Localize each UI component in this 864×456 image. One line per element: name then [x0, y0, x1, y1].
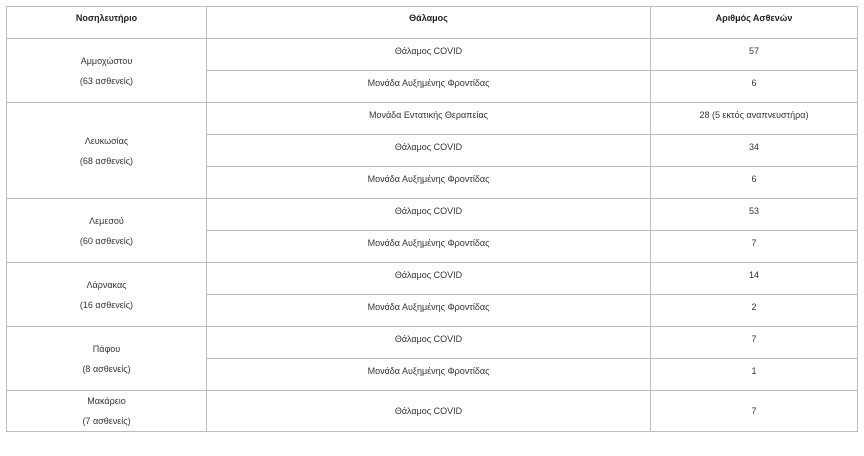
hospital-name: Αμμοχώστου — [80, 55, 133, 66]
ward-cell: Μονάδα Αυξημένης Φροντίδας — [207, 359, 651, 391]
count-cell: 7 — [651, 391, 858, 432]
count-cell: 34 — [651, 135, 858, 167]
hospital-patient-total: (60 ασθενείς) — [79, 235, 134, 246]
hospital-cell — [7, 103, 207, 199]
hospital-cell — [7, 39, 207, 103]
table-row — [7, 327, 858, 359]
hospital-patient-total: (63 ασθενείς) — [79, 75, 134, 86]
ward-cell: Μονάδα Εντατικής Θεραπείας — [207, 103, 651, 135]
ward-cell: Θάλαμος COVID — [207, 39, 651, 71]
ward-cell: Θάλαμος COVID — [207, 263, 651, 295]
count-cell: 1 — [651, 359, 858, 391]
count-cell: 14 — [651, 263, 858, 295]
hospital-cell — [7, 391, 207, 432]
count-cell: 7 — [651, 231, 858, 263]
header-hospital: Νοσηλευτήριο — [7, 7, 207, 39]
count-cell: 6 — [651, 71, 858, 103]
hospital-patients-table — [6, 6, 858, 432]
count-cell: 7 — [651, 327, 858, 359]
count-cell: 6 — [651, 167, 858, 199]
hospital-cell — [7, 327, 207, 391]
header-row — [7, 7, 858, 39]
table-row — [7, 199, 858, 231]
count-cell: 28 (5 εκτός αναπνευστήρα) — [651, 103, 858, 135]
hospital-patient-total: (8 ασθενείς) — [82, 363, 131, 374]
hospital-cell — [7, 199, 207, 263]
header-patient-count: Αριθμός Ασθενών — [651, 7, 858, 39]
count-cell: 2 — [651, 295, 858, 327]
table-row — [7, 39, 858, 71]
hospital-patient-total: (68 ασθενείς) — [79, 155, 134, 166]
ward-cell: Μονάδα Αυξημένης Φροντίδας — [207, 167, 651, 199]
hospital-name: Λευκωσίας — [84, 135, 129, 146]
ward-cell: Μονάδα Αυξημένης Φροντίδας — [207, 231, 651, 263]
hospital-name: Πάφου — [92, 343, 121, 354]
table-row — [7, 391, 858, 432]
header-ward: Θάλαμος — [207, 7, 651, 39]
hospital-name: Μακάρειο — [87, 396, 126, 406]
hospital-name: Λεμεσού — [89, 215, 124, 226]
ward-cell: Μονάδα Αυξημένης Φροντίδας — [207, 295, 651, 327]
hospital-cell — [7, 263, 207, 327]
ward-cell: Μονάδα Αυξημένης Φροντίδας — [207, 71, 651, 103]
hospital-patient-total: (7 ασθενείς) — [82, 416, 131, 426]
ward-cell: Θάλαμος COVID — [207, 391, 651, 432]
ward-cell: Θάλαμος COVID — [207, 327, 651, 359]
hospital-patient-total: (16 ασθενείς) — [79, 299, 134, 310]
hospital-name: Λάρνακας — [86, 279, 127, 290]
ward-cell: Θάλαμος COVID — [207, 199, 651, 231]
count-cell: 53 — [651, 199, 858, 231]
ward-cell: Θάλαμος COVID — [207, 135, 651, 167]
table-row — [7, 263, 858, 295]
count-cell: 57 — [651, 39, 858, 71]
table-row — [7, 103, 858, 135]
